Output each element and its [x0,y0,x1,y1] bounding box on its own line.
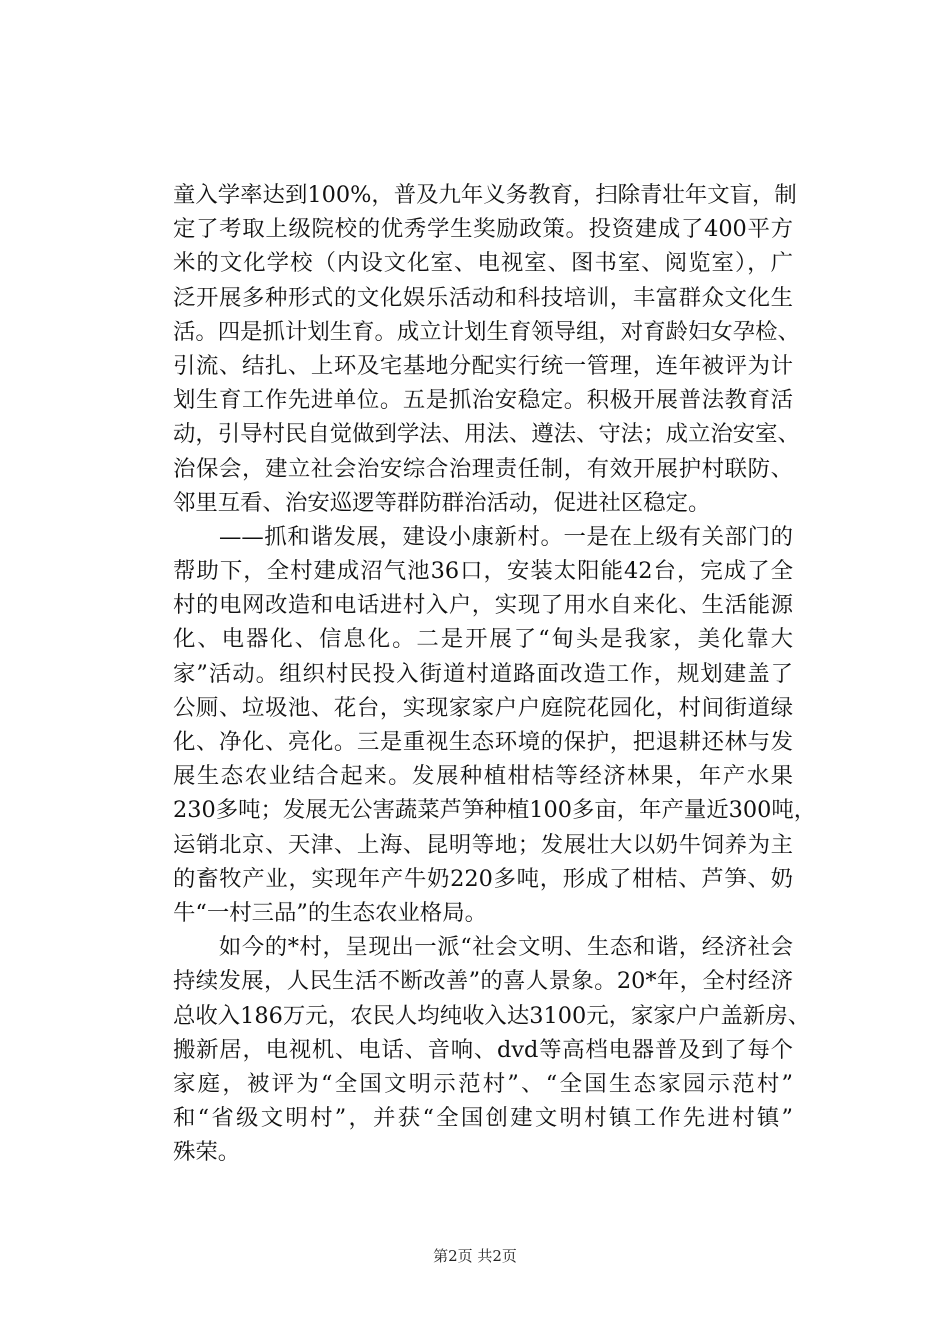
text-line: 搬新居，电视机、电话、音响、dvd等高档电器普及到了每个 [173,1036,793,1063]
text-line: 定了考取上级院校的优秀学生奖励政策。投资建成了400平方 [173,216,793,243]
text-line: 总收入186万元，农民人均纯收入达3100元，家家户户盖新房、 [173,1002,811,1029]
text-line: 家”活动。组织村民投入街道村道路面改造工作，规划建盖了 [173,660,793,687]
text-line: 运销北京、天津、上海、昆明等地；发展壮大以奶牛饲养为主 [173,831,793,858]
text-line: 村的电网改造和电话进村入户，实现了用水自来化、生活能源 [173,592,793,619]
text-line: 治保会，建立社会治安综合治理责任制，有效开展护村联防、 [173,455,793,482]
text-line: 230多吨；发展无公害蔬菜芦笋种植100多亩，年产量近300吨， [173,797,817,824]
text-line: 殊荣。 [173,1139,241,1166]
text-line: ——抓和谐发展，建设小康新村。一是在上级有关部门的 [173,523,793,550]
text-line: 牛“一村三品”的生态农业格局。 [173,899,487,926]
page-footer: 第2页 共2页 [433,1247,517,1265]
text-line: 化、电器化、信息化。二是开展了“甸头是我家，美化靠大 [173,626,793,653]
document-body [173,178,817,1169]
text-line: 邻里互看、治安巡逻等群防群治活动，促进社区稳定。 [173,489,711,516]
text-line: 如今的*村，呈现出一派“社会文明、生态和谐，经济社会 [173,934,793,961]
text-line: 持续发展，人民生活不断改善”的喜人景象。20*年，全村经济 [173,968,793,995]
text-line: 帮助下，全村建成沼气池36口，安装太阳能42台，完成了全 [173,558,793,585]
text-line: 引流、结扎、上环及宅基地分配实行统一管理，连年被评为计 [173,352,793,379]
text-line: 童入学率达到100%，普及九年义务教育，扫除青壮年文盲，制 [173,182,797,208]
text-line: 米的文化学校（内设文化室、电视室、图书室、阅览室），广 [173,250,793,277]
text-line: 化、净化、亮化。三是重视生态环境的保护，把退耕还林与发 [173,729,793,755]
text-line: 的畜牧产业，实现年产牛奶220多吨，形成了柑桔、芦笋、奶 [173,865,793,892]
text-line: 泛开展多种形式的文化娱乐活动和科技培训，丰富群众文化生 [173,284,793,311]
text-line: 活。四是抓计划生育。成立计划生育领导组，对育龄妇女孕检、 [173,318,800,345]
text-line: 家庭，被评为“全国文明示范村”、“全国生态家园示范村” [173,1070,793,1097]
text-line: 动，引导村民自觉做到学法、用法、遵法、守法；成立治安室、 [173,421,800,448]
text-line: 和“省级文明村”，并获“全国创建文明村镇工作先进村镇” [173,1105,793,1132]
text-line: 展生态农业结合起来。发展种植柑桔等经济林果，年产水果 [173,763,793,790]
text-line: 划生育工作先进单位。五是抓治安稳定。积极开展普法教育活 [173,387,793,414]
text-line: 公厕、垃圾池、花台，实现家家户户庭院花园化，村间街道绿 [173,694,793,721]
